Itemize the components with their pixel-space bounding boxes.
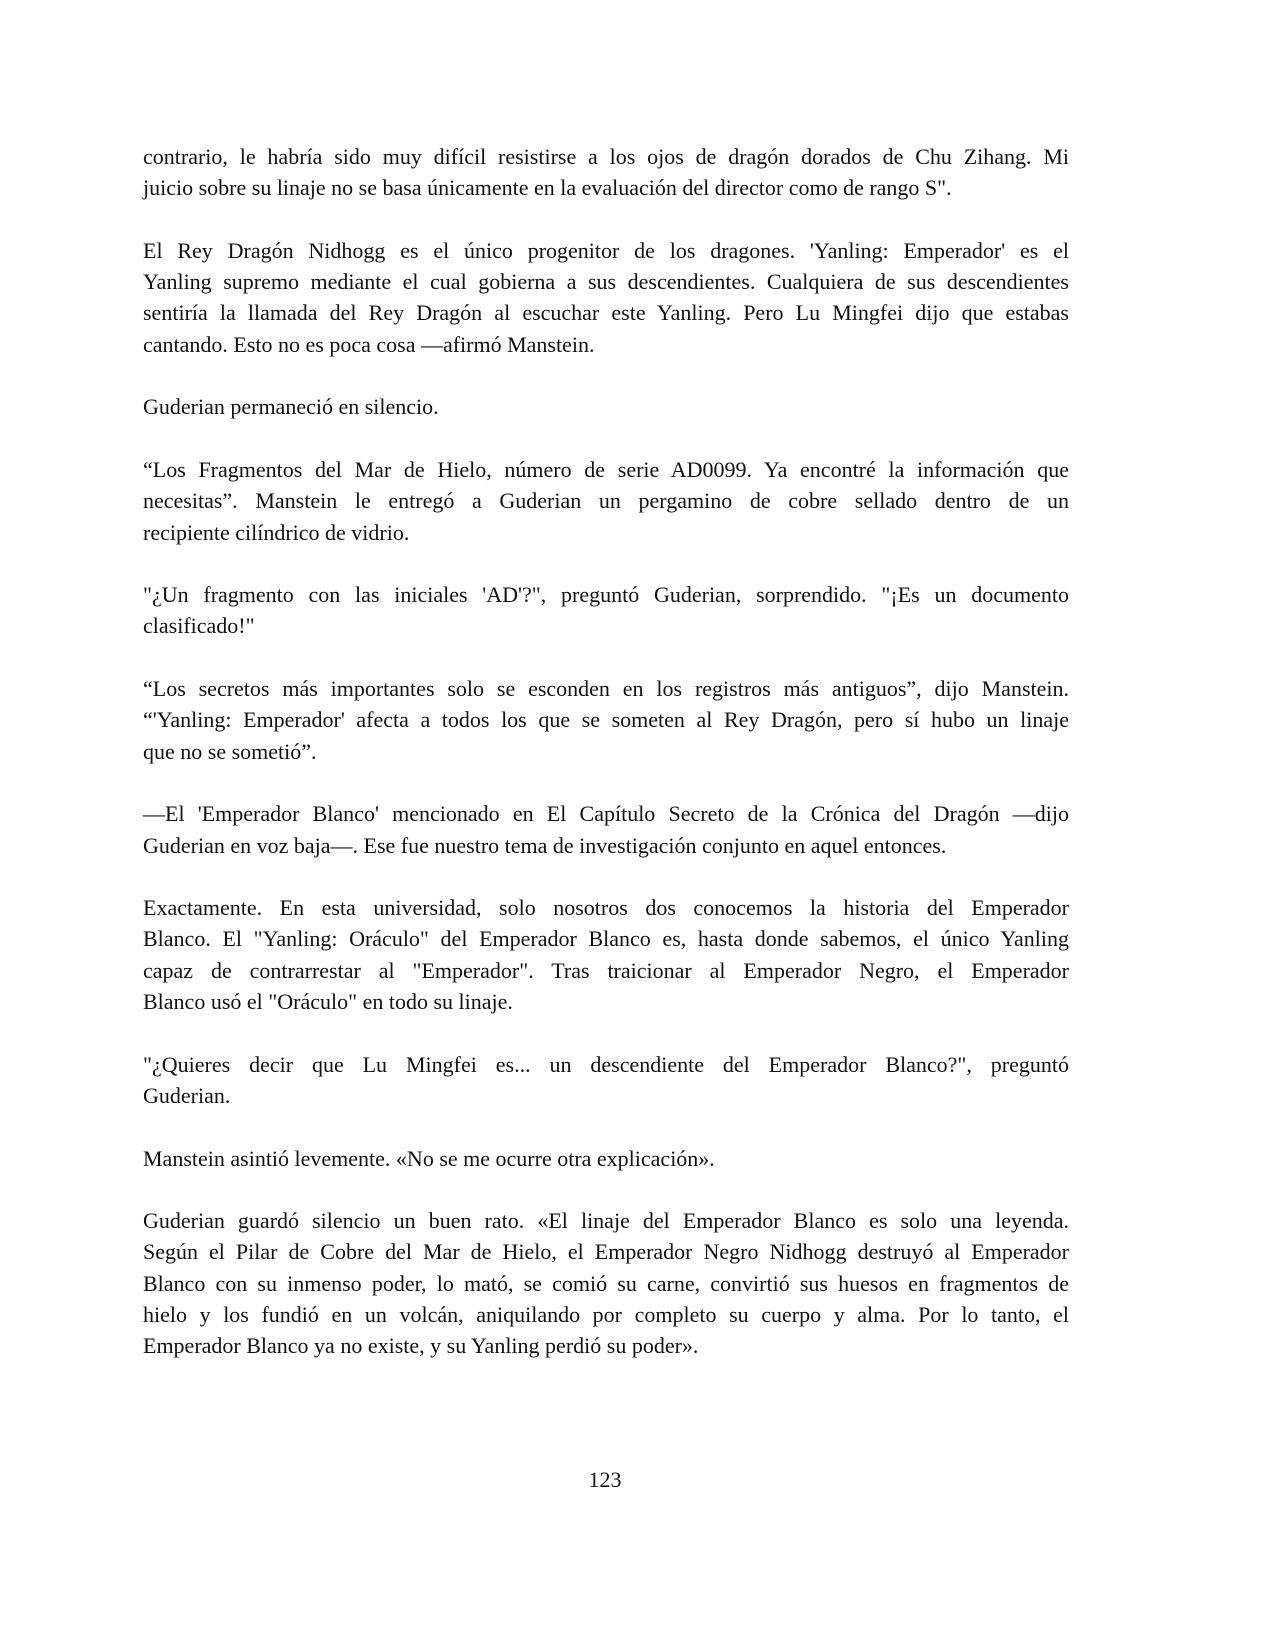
text-line: —El 'Emperador Blanco' mencionado en El Capítulo Secreto de la Crónica del Dragón —dijo [143, 801, 1069, 827]
text-line: clasificado!" [143, 613, 255, 639]
text-line: “Los secretos más importantes solo se esconden en los registros más antiguos”, dijo Manstein. [143, 676, 1069, 702]
text-line: “'Yanling: Emperador' afecta a todos los que se someten al Rey Dragón, pero sí hubo un linaje [143, 707, 1069, 733]
text-line: Yanling supremo mediante el cual gobierna a sus descendientes. Cualquiera de sus descendientes [143, 269, 1069, 295]
text-line: necesitas”. Manstein le entregó a Guderian un pergamino de cobre sellado dentro de un [143, 488, 1069, 514]
text-line: Blanco usó el "Oráculo" en todo su linaje. [143, 989, 513, 1015]
paragraph [143, 673, 1069, 767]
text-line: cantando. Esto no es poca cosa —afirmó Manstein. [143, 331, 595, 357]
text-line: juicio sobre su linaje no se basa únicamente en la evaluación del director como de rango S". [143, 175, 952, 201]
text-line: Manstein asintió levemente. «No se me ocurre otra explicación». [143, 1145, 715, 1171]
text-line: Guderian guardó silencio un buen rato. «El linaje del Emperador Blanco es solo una leyenda. [143, 1208, 1069, 1234]
paragraph [143, 1049, 1069, 1112]
paragraph [143, 1143, 1069, 1174]
text-line: contrario, le habría sido muy difícil resistirse a los ojos de dragón dorados de Chu Zihang. Mi [143, 144, 1069, 169]
text-line: Guderian. [143, 1082, 231, 1108]
paragraph [143, 235, 1069, 360]
text-line: "¿Un fragmento con las iniciales 'AD'?", preguntó Guderian, sorprendido. "¡Es un documento [143, 582, 1069, 608]
page-number: 123 [588, 1467, 622, 1492]
text-line: Según el Pilar de Cobre del Mar de Hielo, el Emperador Negro Nidhogg destruyó al Emperador [143, 1239, 1069, 1265]
text-line: Guderian permaneció en silencio. [143, 394, 439, 420]
paragraph [143, 1205, 1069, 1361]
text-line: Guderian en voz baja—. Ese fue nuestro tema de investigación conjunto en aquel entonces. [143, 832, 947, 858]
text-line: El Rey Dragón Nidhogg es el único progenitor de los dragones. 'Yanling: Emperador' es el [143, 237, 1069, 263]
text-line: que no se sometió”. [143, 738, 317, 764]
paragraph [143, 579, 1069, 642]
text-line: recipiente cilíndrico de vidrio. [143, 519, 410, 545]
text-line: Blanco. El "Yanling: Oráculo" del Emperador Blanco es, hasta donde sabemos, el único Yanling [143, 926, 1069, 952]
text-line: sentiría la llamada del Rey Dragón al escuchar este Yanling. Pero Lu Mingfei dijo que estabas [143, 300, 1069, 326]
paragraph [143, 454, 1069, 548]
text-line: Exactamente. En esta universidad, solo nosotros dos conocemos la historia del Emperador [143, 895, 1069, 921]
text-line: "¿Quieres decir que Lu Mingfei es... un descendiente del Emperador Blanco?", preguntó [143, 1051, 1069, 1077]
text-line: Blanco con su inmenso poder, lo mató, se comió su carne, convirtió sus huesos en fragmentos de [143, 1270, 1069, 1296]
paragraph [143, 141, 1069, 204]
text-line: hielo y los fundió en un volcán, aniquilando por completo su cuerpo y alma. Por lo tanto, el [143, 1301, 1069, 1327]
page-body [143, 141, 1069, 1393]
text-line: capaz de contrarrestar al "Emperador". Tras traicionar al Emperador Negro, el Emperador [143, 957, 1069, 983]
paragraph [143, 892, 1069, 1017]
paragraph [143, 391, 1069, 422]
paragraph [143, 798, 1069, 861]
text-line: Emperador Blanco ya no existe, y su Yanling perdió su poder». [143, 1333, 699, 1359]
text-line: “Los Fragmentos del Mar de Hielo, número de serie AD0099. Ya encontré la información que [143, 456, 1069, 482]
